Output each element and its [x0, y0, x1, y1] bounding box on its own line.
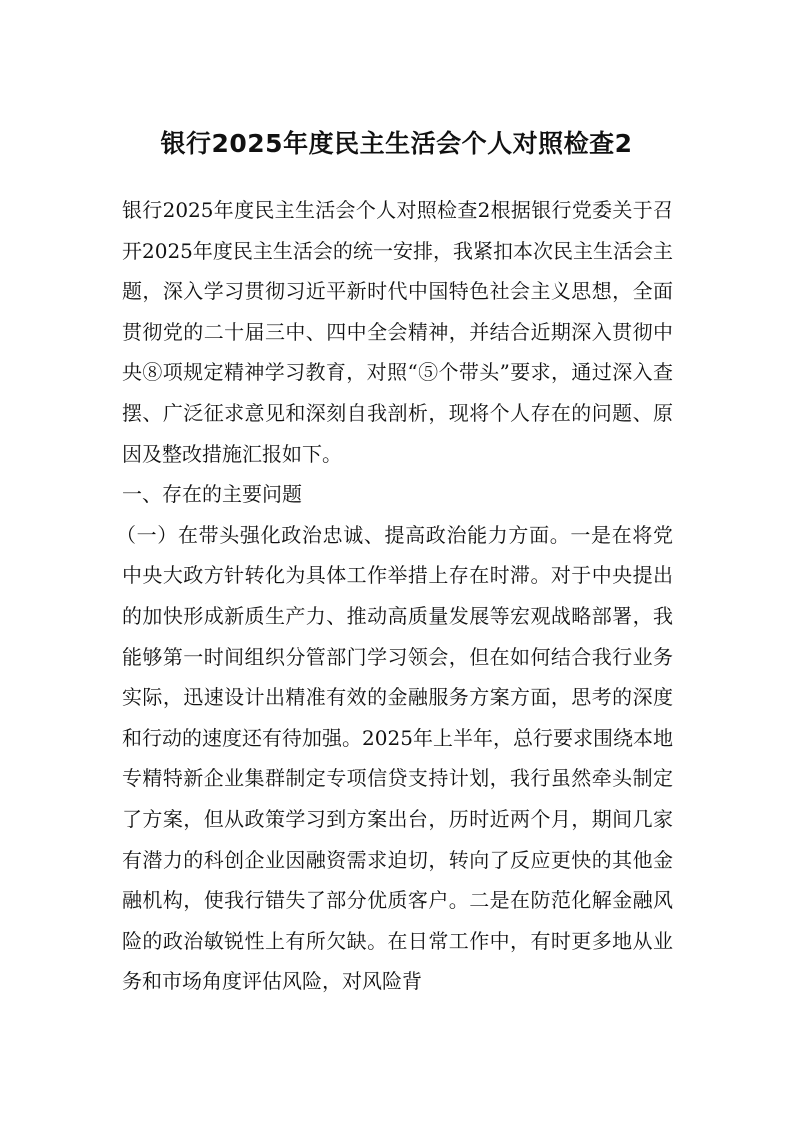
document-body	[116, 190, 673, 1002]
body-paragraph: （一）在带头强化政治忠诚、提高政治能力方面。一是在将党中央大政方针转化为具体工作举措上存在时滞。对于中央提出的加快形成新质生产力、推动高质量发展等宏观战略部署，我能够第一时间组织分管部门学习领会，但在如何结合我行业务实际，迅速设计出精准有效的金融服务方案方面，思考的深度和行动的速度还有待加强。2025年上半年，总行要求围绕本地专精特新企业集群制定专项信贷支持计划，我行虽然牵头制定了方案，但从政策学习到方案出台，历时近两个月，期间几家有潜力的科创企业因融资需求迫切，转向了反应更快的其他金融机构，使我行错失了部分优质客户。二是在防范化解金融风险的政治敏锐性上有所欠缺。在日常工作中，有时更多地从业务和市场角度评估风险，对风险背	[116, 522, 673, 994]
document-title: 银行2025年度民主生活会个人对照检查2	[160, 129, 633, 158]
intro-paragraph: 银行2025年度民主生活会个人对照检查2根据银行党委关于召开2025年度民主生活会的统一安排，我紧扣本次民主生活会主题，深入学习贯彻习近平新时代中国特色社会主义思想，全面贯彻党的二十届三中、四中全会精神，并结合近期深入贯彻中央⑧项规定精神学习教育，对照“⑤个带头”要求，通过深入查摆、广泛征求意见和深刻自我剖析，现将个人存在的问题、原因及整改措施汇报如下。	[122, 198, 673, 466]
section-heading: 一、存在的主要问题	[122, 482, 302, 507]
